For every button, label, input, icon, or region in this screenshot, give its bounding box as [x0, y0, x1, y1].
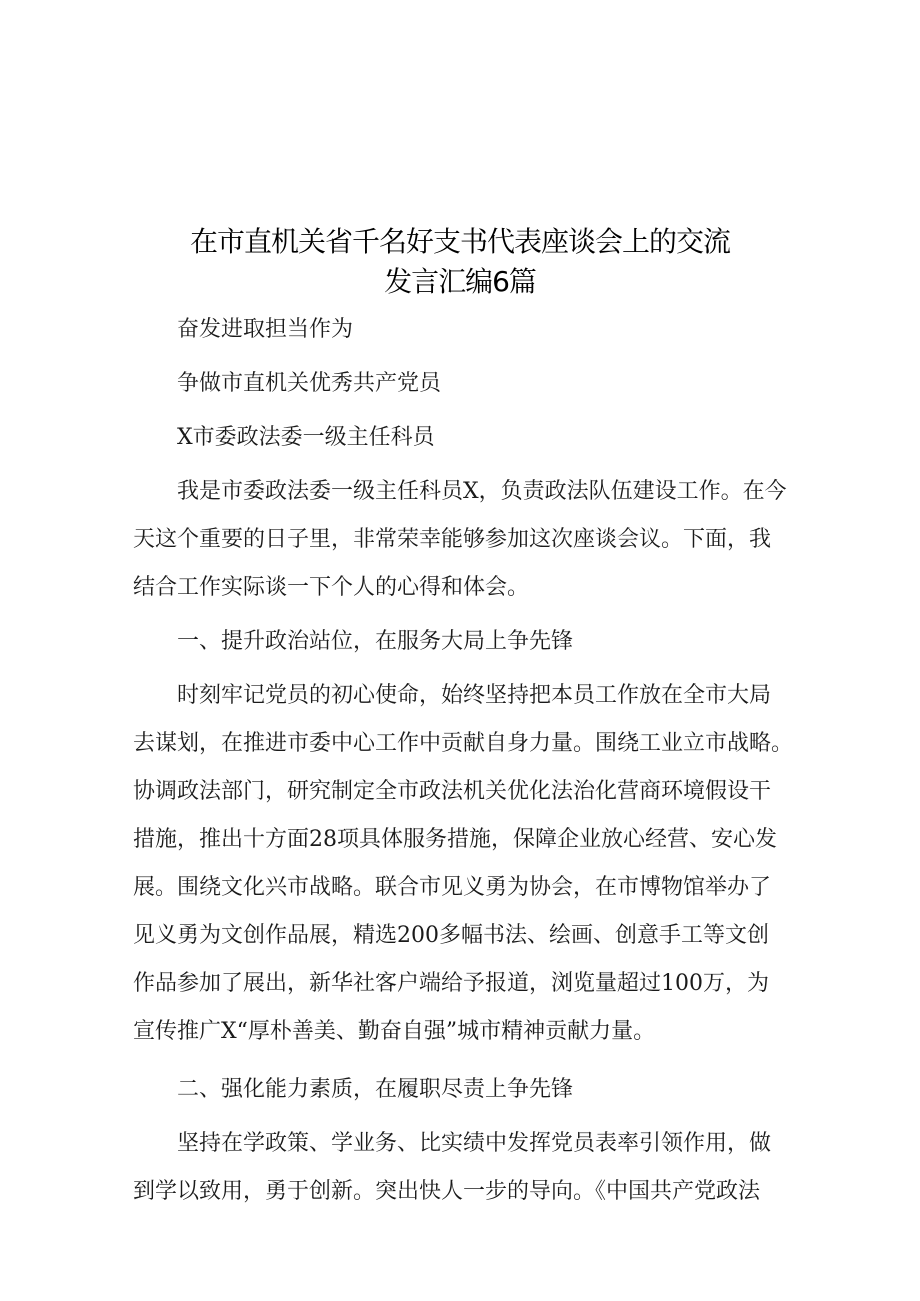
paragraph-line: 展。围绕文化兴市战略。联合市见义勇为协会，在市博物馆举办了 [133, 875, 772, 900]
title-line-2: 发言汇编6篇 [384, 265, 536, 298]
paragraph-line: 作品参加了展出，新华社客户端给予报道，浏览量超过100万，为 [133, 971, 769, 996]
paragraph-line: 宣传推广X“厚朴善美、勤奋自强”城市精神贡献力量。 [133, 1019, 656, 1044]
intro-paragraph [133, 468, 803, 612]
section-heading-2: 二、强化能力素质，在履职尽责上争先锋 [177, 1077, 574, 1102]
title-line-1: 在市直机关省千名好支书代表座谈会上的交流 [189, 225, 730, 258]
paragraph-line: 去谋划，在推进市委中心工作中贡献自身力量。围绕工业立市战略。 [133, 731, 794, 756]
paragraph-line: 协调政法部门，研究制定全市政法机关优化法治化营商环境假设干 [133, 779, 772, 804]
paragraph-line: 坚持在学政策、学业务、比实绩中发挥党员表率引领作用，做 [177, 1131, 772, 1156]
paragraph-line: 结合工作实际谈一下个人的心得和体会。 [133, 575, 530, 600]
document-title [120, 222, 800, 302]
paragraph-line: 我是市委政法委一级主任科员X，负责政法队伍建设工作。在今 [177, 479, 787, 504]
subtitle-line-1: 奋发进取担当作为 [177, 317, 354, 342]
subtitle-line-2: 争做市直机关优秀共产党员 [177, 371, 442, 396]
section-1-paragraph [133, 672, 803, 1056]
paragraph-line: 见义勇为文创作品展，精选200多幅书法、绘画、创意手工等文创 [133, 923, 769, 948]
paragraph-line: 天这个重要的日子里，非常荣幸能够参加这次座谈会议。下面，我 [133, 527, 772, 552]
paragraph-line: 措施，推出十方面28项具体服务措施，保障企业放心经营、安心发 [133, 827, 777, 852]
document-body [133, 306, 803, 1216]
paragraph-line: 时刻牢记党员的初心使命，始终坚持把本员工作放在全市大局 [177, 683, 772, 708]
author-line: X市委政法委一级主任科员 [177, 425, 435, 450]
section-2-paragraph [133, 1120, 803, 1216]
paragraph-line: 到学以致用，勇于创新。突出快人一步的导向。《中国共产党政法 [133, 1179, 761, 1204]
section-heading-1: 一、提升政治站位，在服务大局上争先锋 [177, 629, 574, 654]
